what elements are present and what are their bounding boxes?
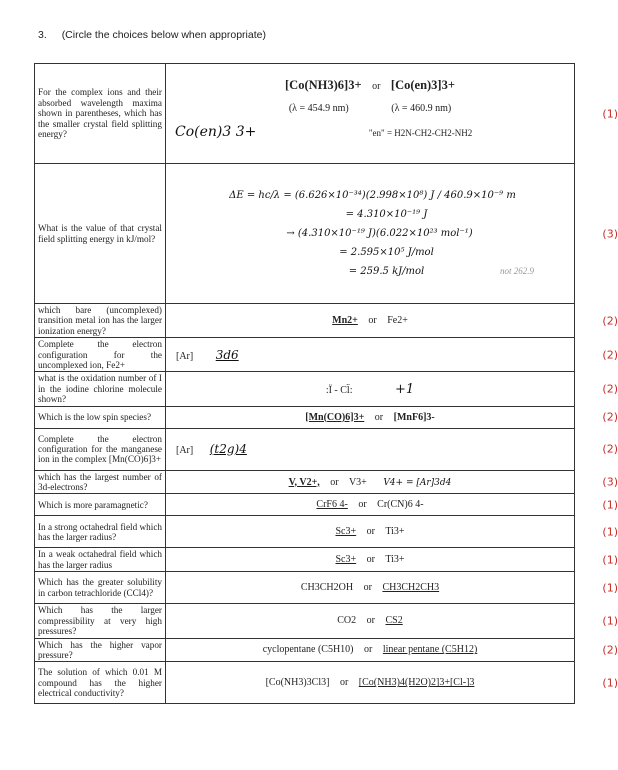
option-2[interactable]: Ti3+ [385, 526, 405, 538]
wavelength-1: (λ = 454.9 nm) [288, 102, 349, 114]
row-answer-cell [166, 548, 618, 572]
score-mark: (1) [602, 498, 618, 512]
option-2[interactable]: V3+ [348, 476, 367, 488]
table-row [35, 548, 575, 572]
question-header [38, 29, 266, 41]
row-answer-cell [166, 428, 618, 470]
table-row [35, 164, 575, 304]
score-mark: (1) [602, 107, 618, 120]
row-question: Which is the low spin species? [35, 406, 166, 428]
config-answer: (t2g)4 [209, 442, 247, 457]
row-answer-cell [166, 638, 618, 662]
config-prefix: [Ar] [176, 350, 194, 362]
score-mark: (1) [602, 525, 618, 539]
row-question: Which has the higher vapor pressure? [35, 638, 166, 662]
table-row [35, 428, 575, 470]
score-mark: (2) [602, 410, 618, 424]
row-answer-cell [166, 64, 618, 164]
or-label: or [339, 677, 349, 689]
question-instruction: (Circle the choices below when appropriate) [61, 29, 266, 41]
row-answer-cell [166, 470, 618, 494]
row-question: Which is more paramagnetic? [35, 494, 166, 516]
wavelength-2: (λ = 460.9 nm) [391, 102, 452, 114]
question-table [34, 63, 618, 704]
table-row [35, 372, 575, 406]
config-prefix: [Ar] [176, 445, 194, 457]
molecule-structure: :Ï - Cl̈: [325, 384, 353, 396]
row-answer-cell [166, 304, 618, 338]
work-line: → (4.310×10⁻¹⁹ J)(6.022×10²³ mol⁻¹) [286, 228, 473, 239]
row-answer-cell [166, 572, 618, 604]
row-question: What is the value of that crystal field splitting energy in kJ/mol? [35, 164, 166, 304]
row-question: In a weak octahedral field which has the larger radius [35, 548, 166, 572]
table-row [35, 662, 575, 704]
or-label: or [374, 411, 384, 423]
row-answer-cell [166, 338, 618, 372]
table-row [35, 494, 575, 516]
score-mark: (1) [602, 553, 618, 567]
table-row [35, 470, 575, 494]
row-question: which bare (uncomplexed) transition metal ion has the larger ionization energy? [35, 304, 166, 338]
work-line: = 259.5 kJ/mol [348, 266, 425, 277]
option-1[interactable]: [Mn(CO)6]3+ [305, 411, 365, 423]
option-2[interactable]: Ti3+ [385, 554, 405, 566]
score-mark: (2) [602, 382, 618, 396]
score-mark: (2) [602, 314, 618, 328]
table-row [35, 304, 575, 338]
row-answer-cell [166, 604, 618, 638]
option-1[interactable]: V, V2+, [288, 476, 320, 488]
row-question: Which has the greater solubility in carbon tetrachloride (CCl4)? [35, 572, 166, 604]
score-mark: (2) [602, 348, 618, 362]
row-answer-cell [166, 516, 618, 548]
question-number: 3. [38, 29, 47, 41]
table-row [35, 572, 575, 604]
option-1[interactable]: Sc3+ [335, 526, 357, 538]
score-mark: (1) [602, 614, 618, 628]
or-label: or [364, 644, 373, 656]
work-line: = 2.595×10⁵ J/mol [339, 247, 434, 258]
table-row [35, 638, 575, 662]
table-row [35, 64, 575, 164]
config-answer: 3d6 [215, 347, 239, 362]
option-1[interactable]: Mn2+ [332, 315, 358, 327]
option-2[interactable]: [Co(en)3]3+ [390, 77, 455, 92]
row-question: which has the largest number of 3d-electrons? [35, 470, 166, 494]
handwritten-answer: Co(en)3 3+ [175, 123, 257, 140]
option-1[interactable]: [Co(NH3)3Cl3] [265, 677, 330, 689]
option-1[interactable]: [Co(NH3)6]3+ [285, 77, 362, 92]
row-question: Complete the electron configuration for the uncomplexed ion, Fe2+ [35, 338, 166, 372]
row-answer-cell [166, 406, 618, 428]
option-2[interactable]: linear pentane (C5H12) [382, 644, 478, 656]
row-question: For the complex ions and their absorbed wavelength maxima shown in parentheses, which has the smaller crystal field splitting energy? [35, 64, 166, 164]
option-1[interactable]: CrF6 4- [316, 499, 348, 511]
handwritten-answer: +1 [395, 381, 415, 397]
row-question: Which has the larger compressibility at very high pressures? [35, 604, 166, 638]
table-row [35, 516, 575, 548]
option-2[interactable]: CS2 [385, 615, 403, 627]
or-label: or [372, 80, 381, 92]
row-answer-cell [166, 164, 618, 304]
option-1[interactable]: CH3CH2OH [300, 582, 354, 594]
or-label: or [363, 582, 372, 594]
or-label: or [366, 526, 375, 538]
option-2[interactable]: [MnF6]3- [393, 411, 435, 423]
or-label: or [368, 315, 377, 327]
en-definition: "en" = H2N-CH2-CH2-NH2 [368, 127, 473, 138]
row-answer-cell [166, 372, 618, 406]
table-row [35, 604, 575, 638]
score-mark: (2) [602, 643, 618, 657]
or-label: or [330, 476, 339, 488]
option-1[interactable]: Sc3+ [335, 554, 357, 566]
grader-note: not 262.9 [499, 266, 534, 276]
or-label: or [366, 615, 375, 627]
table-row [35, 338, 575, 372]
option-2[interactable]: CH3CH2CH3 [382, 582, 440, 594]
work-line: ΔE = hc/λ = (6.626×10⁻³⁴)(2.998×10⁸) J / 460.9×10⁻⁹ m [229, 190, 516, 201]
row-question: what is the oxidation number of I in the iodine chlorine molecule shown? [35, 372, 166, 406]
option-2[interactable]: [Co(NH3)4(H2O)2]3+[Cl-]3 [358, 677, 475, 689]
option-2[interactable]: Cr(CN)6 4- [377, 499, 424, 511]
row-question: The solution of which 0.01 M compound has the higher electrical conductivity? [35, 662, 166, 704]
score-mark: (2) [602, 442, 618, 456]
score-mark: (1) [602, 581, 618, 595]
handwritten-answer: V4+ = [Ar]3d4 [383, 477, 452, 488]
score-mark: (1) [602, 676, 618, 690]
option-2[interactable]: Fe2+ [387, 315, 408, 327]
row-question: In a strong octahedral field which has the larger radius? [35, 516, 166, 548]
row-question: Complete the electron configuration for the manganese ion in the complex [Mn(CO)6]3+ [35, 428, 166, 470]
row-answer-cell [166, 494, 618, 516]
or-label: or [366, 554, 375, 566]
table-row [35, 406, 575, 428]
work-line: = 4.310×10⁻¹⁹ J [345, 209, 428, 220]
option-1[interactable]: cyclopentane (C5H10) [262, 644, 354, 656]
option-1[interactable]: CO2 [337, 615, 357, 627]
score-mark: (3) [602, 475, 618, 489]
or-label: or [358, 499, 367, 511]
row-answer-cell [166, 662, 618, 704]
score-mark: (3) [602, 227, 618, 240]
